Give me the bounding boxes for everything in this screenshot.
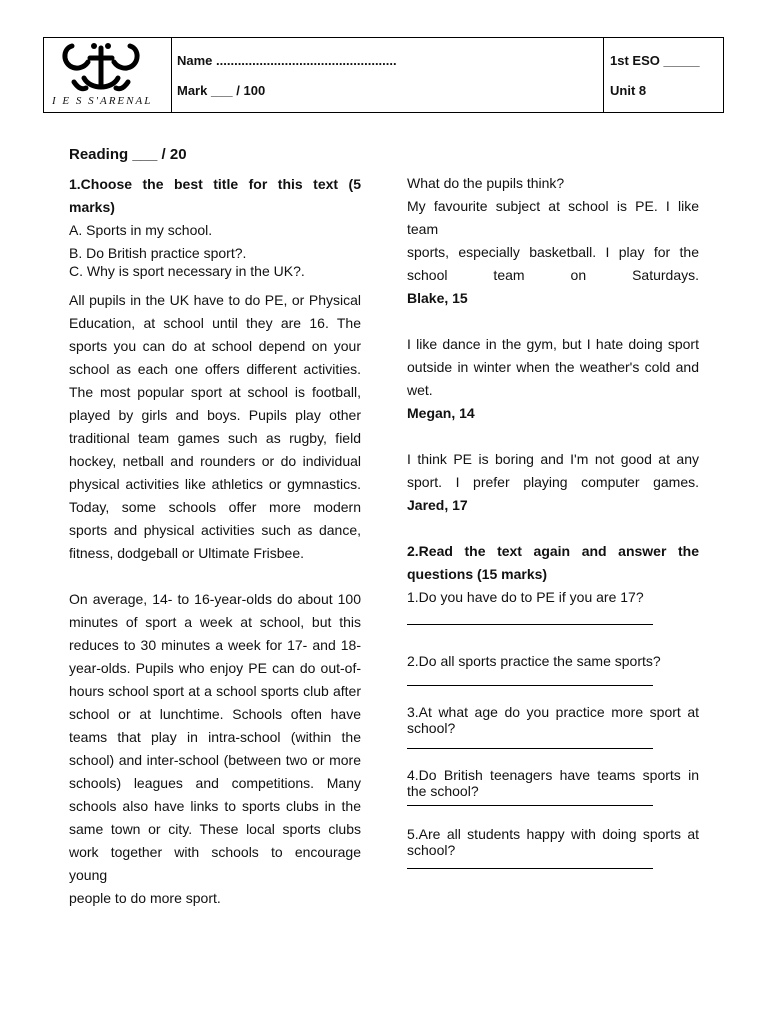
author-blake: Blake, 15: [407, 290, 468, 306]
answer-line[interactable]: [407, 736, 653, 749]
question-1: [407, 586, 699, 625]
paragraph-2: [69, 588, 361, 910]
opinions-heading: What do the pupils think?: [407, 175, 565, 191]
name-field[interactable]: Name ..................................................: [177, 53, 397, 68]
answer-line[interactable]: [407, 673, 653, 686]
text-line: I think PE is boring and I'm not good at any: [407, 451, 699, 467]
text-line: played by girls and boys. Pupils play other: [69, 407, 361, 423]
question-3: [407, 704, 699, 749]
answer-line[interactable]: [407, 858, 653, 869]
text-line: school as each one offers different activities.: [69, 361, 361, 377]
text-line: sports, especially basketball. I play for the: [407, 244, 699, 260]
option-b[interactable]: B. Do British practice sport?.: [69, 245, 247, 261]
unit-label: Unit 8: [610, 83, 647, 98]
student-info-cell: [171, 38, 604, 112]
text-line: All pupils in the UK have to do PE, or Physical: [69, 292, 361, 308]
text-line: My favourite subject at school is PE. I like team: [407, 198, 699, 237]
text-line: On average, 14- to 16-year-olds do about 100: [69, 591, 361, 607]
text-line: sports and physical activities such as dance,: [69, 522, 361, 538]
question-4: [407, 767, 699, 806]
text-line: Today, some schools offer more modern: [69, 499, 361, 515]
question-text: school?: [407, 842, 456, 858]
question-5: [407, 826, 699, 869]
text-line: school or at lunchtime. Schools often have: [69, 706, 361, 722]
logo-emblem-icon: [44, 38, 171, 98]
school-logo: [44, 38, 172, 112]
text-line: people to do more sport.: [69, 890, 221, 906]
exercise1-title-line1: 1.Choose the best title for this text (5: [69, 176, 361, 192]
question-text: 1.Do you have do to PE if you are 17?: [407, 589, 644, 605]
question-text: 5.Are all students happy with doing sports at: [407, 826, 699, 842]
text-line: sport. I prefer playing computer games.: [407, 474, 699, 490]
answer-line[interactable]: [407, 799, 653, 806]
reading-title: Reading ___ / 20: [69, 146, 187, 163]
question-text: the school?: [407, 783, 479, 799]
question-text: 3.At what age do you practice more sport at: [407, 704, 699, 720]
text-line: reduces to 30 minutes a week for 17- and 18-: [69, 637, 361, 653]
text-line: outside in winter when the weather's cold and: [407, 359, 699, 375]
text-line: sports you can do at school depend on your: [69, 338, 361, 354]
header-box: [43, 37, 724, 113]
text-line: work together with schools to encourage young: [69, 844, 361, 883]
class-info-cell: [604, 38, 724, 112]
text-line: traditional team games such as rugby, field: [69, 430, 361, 446]
logo-text: I E S S'ARENAL: [52, 95, 153, 107]
left-column: [69, 143, 361, 910]
question-text: school?: [407, 720, 456, 736]
question-2: [407, 650, 699, 686]
text-line: hockey, netball and rounders or do individual: [69, 453, 361, 469]
text-line: schools also have links to sports clubs in the: [69, 798, 361, 814]
text-line: I like dance in the gym, but I hate doing sport: [407, 336, 699, 352]
text-line: The most popular sport at school is football,: [69, 384, 361, 400]
author-megan: Megan, 14: [407, 405, 475, 421]
text-line: wet.: [407, 382, 433, 398]
option-c[interactable]: C. Why is sport necessary in the UK?.: [69, 263, 305, 279]
exercise2-title-line2: questions (15 marks): [407, 566, 548, 582]
text-line: school team on Saturdays.: [407, 267, 699, 283]
text-line: same town or city. These local sports clubs: [69, 821, 361, 837]
text-line: hours school sport at a school sports club after: [69, 683, 361, 699]
text-line: fitness, dodgeball or Ultimate Frisbee.: [69, 545, 304, 561]
question-text: 4.Do British teenagers have teams sports in: [407, 767, 699, 783]
answer-line[interactable]: [407, 609, 653, 625]
class-field[interactable]: 1st ESO _____: [610, 53, 700, 68]
paragraph-1: [69, 289, 361, 565]
option-a[interactable]: A. Sports in my school.: [69, 222, 213, 238]
text-line: teams that play in intra-school (within the: [69, 729, 361, 745]
text-line: physical activities like athletics or gymnastics.: [69, 476, 361, 492]
text-line: year-olds. Pupils who enjoy PE can do out-of-: [69, 660, 361, 676]
right-column: [407, 172, 699, 869]
text-line: Education, at school until they are 16. The: [69, 315, 361, 331]
text-line: schools) leagues and competitions. Many: [69, 775, 361, 791]
text-line: school) and inter-school (between two or more: [69, 752, 361, 768]
text-line: minutes of sport a week at school, but this: [69, 614, 361, 630]
exercise1-title-line2: marks): [69, 199, 115, 215]
question-text: 2.Do all sports practice the same sports?: [407, 653, 661, 669]
author-jared: Jared, 17: [407, 497, 468, 513]
exercise2-title-line1: 2.Read the text again and answer the: [407, 543, 699, 559]
mark-field: Mark ___ / 100: [177, 83, 266, 98]
